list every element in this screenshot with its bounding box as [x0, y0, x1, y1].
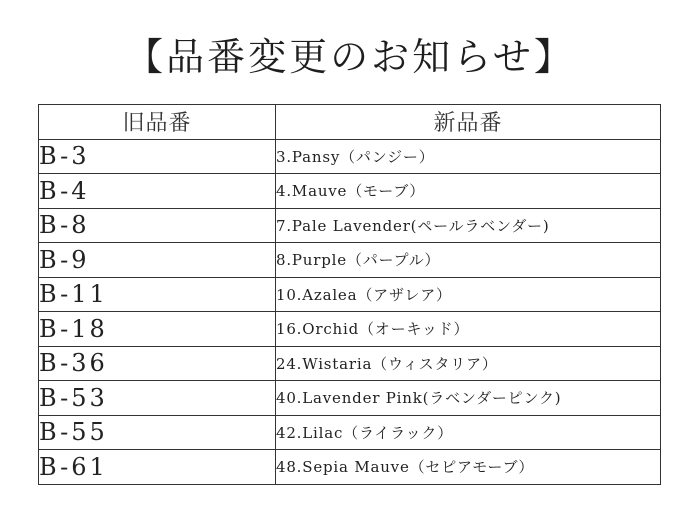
old-code-cell: B-8: [39, 208, 276, 243]
table-row: [39, 208, 661, 243]
page-title: 【品番変更のお知らせ】: [125, 35, 575, 79]
table-row: [39, 415, 661, 450]
table-row: [39, 139, 661, 174]
old-code-cell: B-53: [39, 381, 276, 416]
new-code-cell: 48.Sepia Mauve（セピアモーブ）: [276, 450, 661, 485]
table-row: [39, 346, 661, 381]
new-code-cell: 3.Pansy（パンジー）: [276, 139, 661, 174]
new-code-cell: 10.Azalea（アザレア）: [276, 277, 661, 312]
new-code-cell: 16.Orchid（オーキッド）: [276, 312, 661, 347]
new-code-cell: 40.Lavender Pink(ラベンダーピンク): [276, 381, 661, 416]
new-code-header: 新品番: [276, 105, 661, 140]
old-code-cell: B-4: [39, 174, 276, 209]
new-code-cell: 8.Purple（パープル）: [276, 243, 661, 278]
table-row: [39, 450, 661, 485]
table-row: [39, 312, 661, 347]
old-code-cell: B-9: [39, 243, 276, 278]
new-code-cell: 4.Mauve（モーブ）: [276, 174, 661, 209]
table-row: [39, 174, 661, 209]
old-code-cell: B-55: [39, 415, 276, 450]
new-code-cell: 24.Wistaria（ウィスタリア）: [276, 346, 661, 381]
table-row: [39, 381, 661, 416]
table-row: [39, 277, 661, 312]
old-code-cell: B-18: [39, 312, 276, 347]
new-code-cell: 7.Pale Lavender(ペールラベンダー): [276, 208, 661, 243]
table-row: [39, 243, 661, 278]
product-code-table: [38, 104, 661, 485]
new-code-cell: 42.Lilac（ライラック）: [276, 415, 661, 450]
old-code-header: 旧品番: [39, 105, 276, 140]
old-code-cell: B-11: [39, 277, 276, 312]
old-code-cell: B-3: [39, 139, 276, 174]
table-header-row: [39, 105, 661, 140]
old-code-cell: B-36: [39, 346, 276, 381]
old-code-cell: B-61: [39, 450, 276, 485]
